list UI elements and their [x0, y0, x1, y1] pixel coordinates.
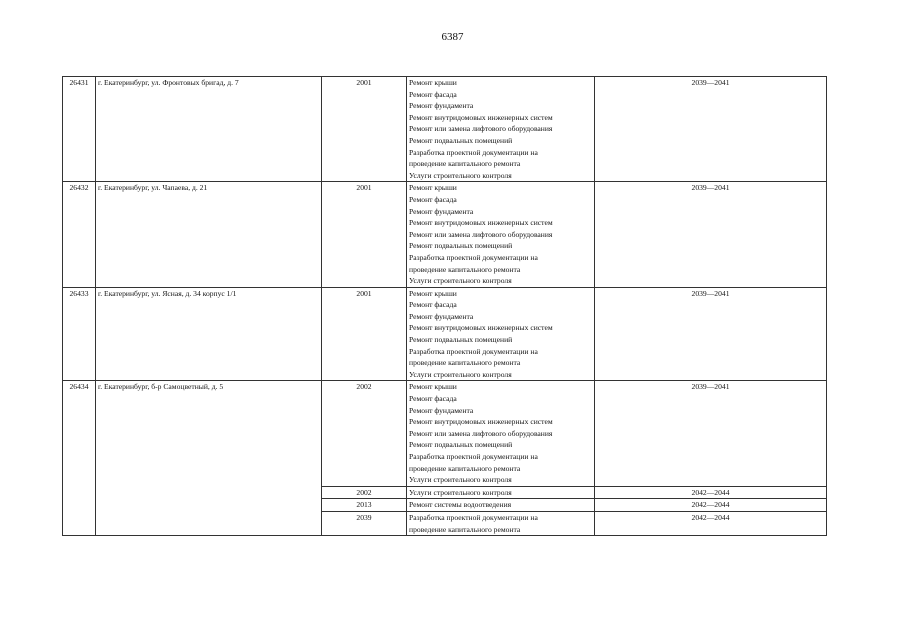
commissioning-year: 2001	[322, 182, 407, 287]
works-list	[407, 381, 595, 486]
work-item: Разработка проектной документации на	[409, 346, 538, 356]
work-item: Разработка проектной документации на	[409, 252, 538, 262]
work-item: проведение капитального ремонта	[409, 159, 521, 169]
work-item: Ремонт системы водоотведения	[409, 500, 512, 510]
planned-period: 2042—2044	[595, 511, 827, 535]
table-row	[63, 77, 827, 182]
work-item: Ремонт фундамента	[409, 311, 474, 321]
work-item: проведение капитального ремонта	[409, 524, 521, 534]
work-item: Услуги строительного контроля	[409, 276, 512, 286]
works-list	[407, 511, 595, 535]
commissioning-year: 2002	[322, 381, 407, 486]
work-item: Ремонт фасада	[409, 194, 457, 204]
house-address: г. Екатеринбург, ул. Чапаева, д. 21	[96, 182, 322, 287]
work-item: Услуги строительного контроля	[409, 487, 512, 497]
capital-repair-table	[62, 76, 827, 536]
planned-period: 2039—2041	[595, 182, 827, 287]
works-list	[407, 499, 595, 512]
work-item: Ремонт фасада	[409, 89, 457, 99]
work-item: Ремонт подвальных помещений	[409, 135, 513, 145]
work-item: Ремонт крыши	[409, 382, 457, 392]
work-item: Ремонт внутридомовых инженерных систем	[409, 417, 553, 427]
work-item: Ремонт фундамента	[409, 206, 474, 216]
planned-period: 2039—2041	[595, 287, 827, 381]
commissioning-year: 2001	[322, 287, 407, 381]
house-address: г. Екатеринбург, б-р Самоцветный, д. 5	[96, 381, 322, 536]
work-item: Услуги строительного контроля	[409, 475, 512, 485]
house-number: 26432	[63, 182, 96, 287]
work-item: Ремонт фасада	[409, 300, 457, 310]
commissioning-year: 2013	[322, 499, 407, 512]
work-item: Ремонт крыши	[409, 78, 457, 87]
work-item: Ремонт или замена лифтового оборудования	[409, 229, 553, 239]
work-item: Ремонт или замена лифтового оборудования	[409, 124, 553, 134]
work-item: Услуги строительного контроля	[409, 369, 512, 379]
work-item: Ремонт подвальных помещений	[409, 241, 513, 251]
work-item: Ремонт внутридомовых инженерных систем	[409, 218, 553, 228]
work-item: Ремонт или замена лифтового оборудования	[409, 428, 553, 438]
work-item: Разработка проектной документации на	[409, 452, 538, 461]
commissioning-year: 2002	[322, 486, 407, 499]
work-item: Ремонт фундамента	[409, 101, 474, 111]
table-row	[63, 182, 827, 287]
house-number: 26434	[63, 381, 96, 536]
work-item: Ремонт фасада	[409, 394, 457, 404]
planned-period: 2039—2041	[595, 77, 827, 182]
work-item: Услуги строительного контроля	[409, 170, 512, 180]
planned-period: 2042—2044	[595, 486, 827, 499]
commissioning-year: 2001	[322, 77, 407, 182]
work-item: Разработка проектной документации на	[409, 147, 538, 157]
table-row	[63, 381, 827, 486]
table-row	[63, 287, 827, 381]
planned-period: 2042—2044	[595, 499, 827, 512]
work-item: Ремонт внутридомовых инженерных систем	[409, 323, 553, 333]
work-item: Ремонт внутридомовых инженерных систем	[409, 112, 553, 122]
house-number: 26431	[63, 77, 96, 182]
works-list	[407, 486, 595, 499]
work-item: Разработка проектной документации на	[409, 512, 538, 522]
house-address: г. Екатеринбург, ул. Ясная, д. 34 корпус 1/1	[96, 287, 322, 381]
work-item: Ремонт крыши	[409, 183, 457, 193]
work-item: проведение капитального ремонта	[409, 358, 521, 368]
works-list	[407, 182, 595, 287]
planned-period: 2039—2041	[595, 381, 827, 486]
house-number: 26433	[63, 287, 96, 381]
page-number: 6387	[441, 31, 464, 43]
work-item: Ремонт подвальных помещений	[409, 335, 513, 345]
work-item: проведение капитального ремонта	[409, 264, 521, 274]
work-item: Ремонт подвальных помещений	[409, 440, 513, 450]
commissioning-year: 2039	[322, 511, 407, 535]
works-list	[407, 287, 595, 381]
work-item: Ремонт фундамента	[409, 405, 474, 415]
house-address: г. Екатеринбург, ул. Фронтовых бригад, д. 7	[96, 77, 322, 182]
work-item: Ремонт крыши	[409, 288, 457, 298]
work-item: проведение капитального ремонта	[409, 463, 521, 473]
works-list	[407, 77, 595, 182]
